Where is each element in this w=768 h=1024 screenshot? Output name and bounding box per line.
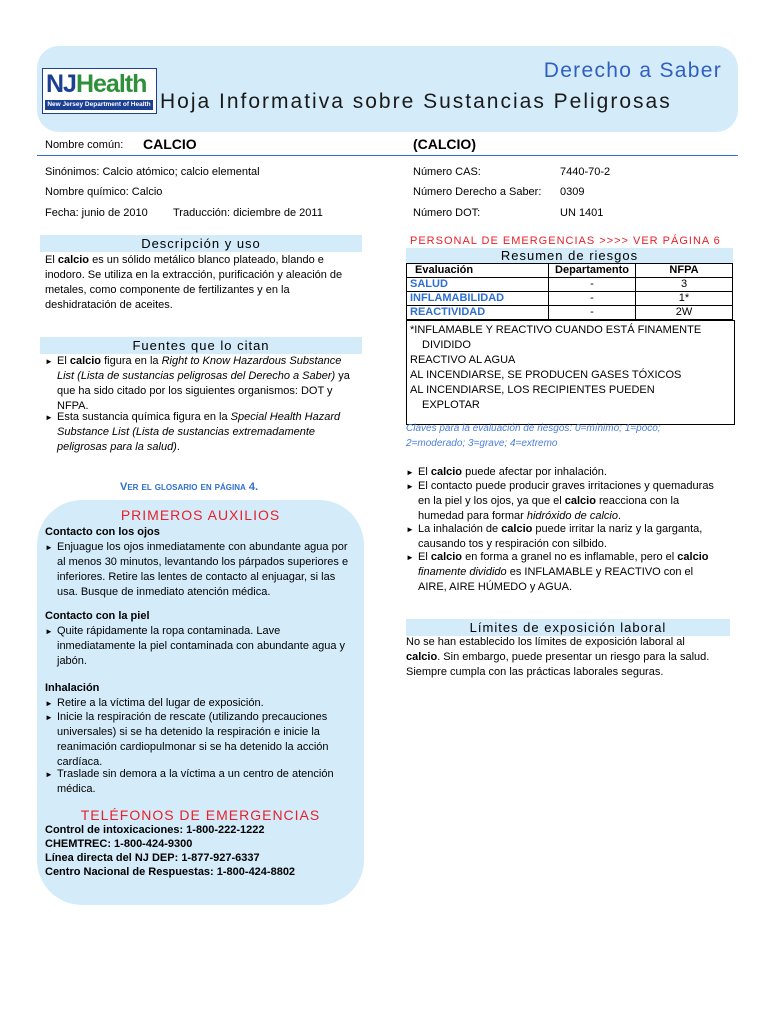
poison-control-phone: Control de intoxicaciones: 1-800-222-1222 — [45, 824, 265, 836]
limits-line-1: No se han establecido los límites de exposición laboral al — [406, 636, 685, 648]
table-row — [407, 292, 733, 306]
rtk-label: Número Derecho a Saber: — [413, 186, 542, 198]
cas-label: Número CAS: — [413, 166, 481, 178]
risk-table — [406, 263, 733, 320]
exposure-limits-heading: Límites de exposición laboral — [406, 619, 730, 636]
sources-heading: Fuentes que lo citan — [40, 337, 362, 354]
date: Fecha: junio de 2010 — [45, 207, 148, 219]
bullet-arrow-icon: ► — [45, 627, 53, 636]
synonyms: Sinónimos: Calcio atómico; calcio elemental — [45, 166, 260, 178]
emergency-personnel-link[interactable]: PERSONAL DE EMERGENCIAS >>>> VER PÁGINA 6 — [410, 235, 721, 247]
limits-line-2: calcio. Sin embargo, puede presentar un riesgo para la salud. — [406, 651, 710, 663]
hazard-note: AL INCENDIARSE, SE PRODUCEN GASES TÓXICOS — [410, 369, 682, 381]
rating-keys-line: Claves para la evaluación de riesgos: 0=mínimo; 1=poco; — [406, 423, 661, 434]
col-evaluation: Evaluación — [407, 264, 549, 278]
bullet-arrow-icon: ► — [45, 770, 53, 779]
logo-nj: NJ — [46, 70, 76, 98]
inhalation-title: Inhalación — [45, 682, 100, 694]
risk-summary-heading: Resumen de riesgos — [406, 248, 733, 263]
description-line-1: El calcio es un sólido metálico blanco plateado, blando e — [45, 254, 324, 266]
logo-health: Health — [75, 70, 147, 98]
rating-keys — [406, 421, 706, 451]
glossary-link[interactable]: Ver el glosario en página 4. — [120, 481, 259, 493]
common-name-value: CALCIO — [143, 136, 197, 152]
description-line-4: deshidratación de aceites. — [45, 299, 173, 311]
national-response-phone: Centro Nacional de Respuestas: 1-800-424-8802 — [45, 866, 296, 878]
sources-bullet-2: ► Esta sustancia química figura en la Special Health Hazard Substance List (Lista de sustancias extremadamente peligrosas para la salud). — [45, 411, 341, 453]
first-aid-heading: PRIMEROS AUXILIOS — [120, 507, 281, 523]
description-line-3: metales, como componente de fertilizantes y en la — [45, 284, 290, 296]
limits-line-3: Siempre cumpla con las prácticas laborales seguras. — [406, 666, 664, 678]
inhalation-step-2: ► Inicie la respiración de rescate (utilizando precauciones universales) si se ha detenido la respiración e inicie la reanimación cardiopulmonar si se ha detenido la acción cardíaca. — [45, 711, 329, 768]
hazard-note: AL INCENDIARSE, LOS RECIPIENTES PUEDEN — [410, 384, 655, 396]
bullet-arrow-icon: ► — [45, 543, 53, 552]
col-nfpa: NFPA — [636, 264, 733, 278]
bullet-arrow-icon: ► — [406, 553, 414, 562]
bullet-arrow-icon: ► — [45, 699, 53, 708]
effect-bullet-2: ► El contacto puede producir graves irritaciones y quemaduras en la piel y los ojos, ya que el calcio reacciona con la humedad para formar hidróxido de calcio. — [406, 480, 714, 522]
effect-bullet-1: ► El calcio puede afectar por inhalación. — [406, 466, 607, 478]
rating-keys-line: 2=moderado; 3=grave; 4=extremo — [406, 438, 558, 449]
eye-contact-title: Contacto con los ojos — [45, 526, 160, 538]
bullet-arrow-icon: ► — [406, 482, 414, 491]
nj-health-logo — [42, 68, 157, 114]
bullet-arrow-icon: ► — [406, 468, 414, 477]
inhalation-step-1: ► Retire a la víctima del lugar de exposición. — [45, 697, 264, 709]
risk-table-header — [407, 264, 733, 278]
emergency-phones-heading: TELÉFONOS DE EMERGENCIAS — [80, 807, 321, 823]
eye-contact-instructions: ► Enjuague los ojos inmediatamente con abundante agua por al menos 30 minutos, levantando los párpados superiores e inferiores. Retire las lentes de contacto al enjuagar, si las usa. Busque de inmediato atención médica. — [45, 541, 349, 598]
chemical-name: Nombre químico: Calcio — [45, 186, 163, 198]
cas-value: 7440-70-2 — [560, 166, 611, 178]
col-department: Departamento — [549, 264, 636, 278]
document-series-title: Derecho a Saber — [543, 59, 722, 82]
skin-contact-title: Contacto con la piel — [45, 610, 150, 622]
risk-nfpa: 2W — [636, 306, 733, 320]
risk-nfpa: 1* — [636, 292, 733, 306]
common-name-paren: (CALCIO) — [413, 136, 476, 152]
risk-dept: - — [549, 292, 636, 306]
risk-dept: - — [549, 306, 636, 320]
dot-label: Número DOT: — [413, 207, 481, 219]
common-name-label: Nombre común: — [45, 139, 124, 151]
bullet-arrow-icon: ► — [45, 357, 53, 366]
hazard-note: DIVIDIDO — [422, 339, 471, 351]
sources-bullet-1: ► El calcio figura en la Right to Know Hazardous Substance List (Lista de sustancias peligrosas del Derecho a Saber) ya que ha sido citado por los siguientes organismos: DOT y NFPA. — [45, 355, 350, 412]
logo-subtitle: New Jersey Department of Health — [45, 100, 153, 110]
description-heading: Descripción y uso — [40, 235, 362, 252]
chemtrec-phone: CHEMTREC: 1-800-424-9300 — [45, 838, 193, 850]
risk-label: SALUD — [407, 278, 549, 292]
bullet-arrow-icon: ► — [45, 413, 53, 422]
document-title: Hoja Informativa sobre Sustancias Peligrosas — [160, 90, 672, 113]
rtk-value: 0309 — [560, 186, 585, 198]
bullet-arrow-icon: ► — [45, 713, 53, 722]
hazard-note: EXPLOTAR — [422, 399, 480, 411]
inhalation-step-3: ► Traslade sin demora a la víctima a un centro de atención médica. — [45, 768, 334, 795]
hazard-notes-box — [406, 320, 735, 425]
translation-date: Traducción: diciembre de 2011 — [173, 207, 323, 219]
dot-value: UN 1401 — [560, 207, 604, 219]
risk-dept: - — [549, 278, 636, 292]
risk-label: REACTIVIDAD — [407, 306, 549, 320]
description-line-2: inodoro. Se utiliza en la extracción, purificación y aleación de — [45, 269, 343, 281]
risk-label: INFLAMABILIDAD — [407, 292, 549, 306]
header-divider — [37, 155, 738, 156]
nj-dep-phone: Línea directa del NJ DEP: 1-877-927-6337 — [45, 852, 260, 864]
table-row — [407, 278, 733, 292]
bullet-arrow-icon: ► — [406, 525, 414, 534]
table-row — [407, 306, 733, 320]
logo-wordmark — [46, 71, 146, 97]
hazard-note: *INFLAMABLE Y REACTIVO CUANDO ESTÁ FINAMENTE — [410, 324, 702, 336]
effect-bullet-4: ► El calcio en forma a granel no es inflamable, pero el calcio finamente dividido es INFLAMABLE y REACTIVO con el AIRE, AIRE HÚMEDO y AGUA. — [406, 551, 709, 593]
skin-contact-instructions: ► Quite rápidamente la ropa contaminada. Lave inmediatamente la piel contaminada con abundante agua y jabón. — [45, 625, 346, 667]
effect-bullet-3: ► La inhalación de calcio puede irritar la nariz y la garganta, causando tos y respiración con silbido. — [406, 523, 703, 550]
risk-nfpa: 3 — [636, 278, 733, 292]
hazard-note: REACTIVO AL AGUA — [410, 354, 516, 366]
